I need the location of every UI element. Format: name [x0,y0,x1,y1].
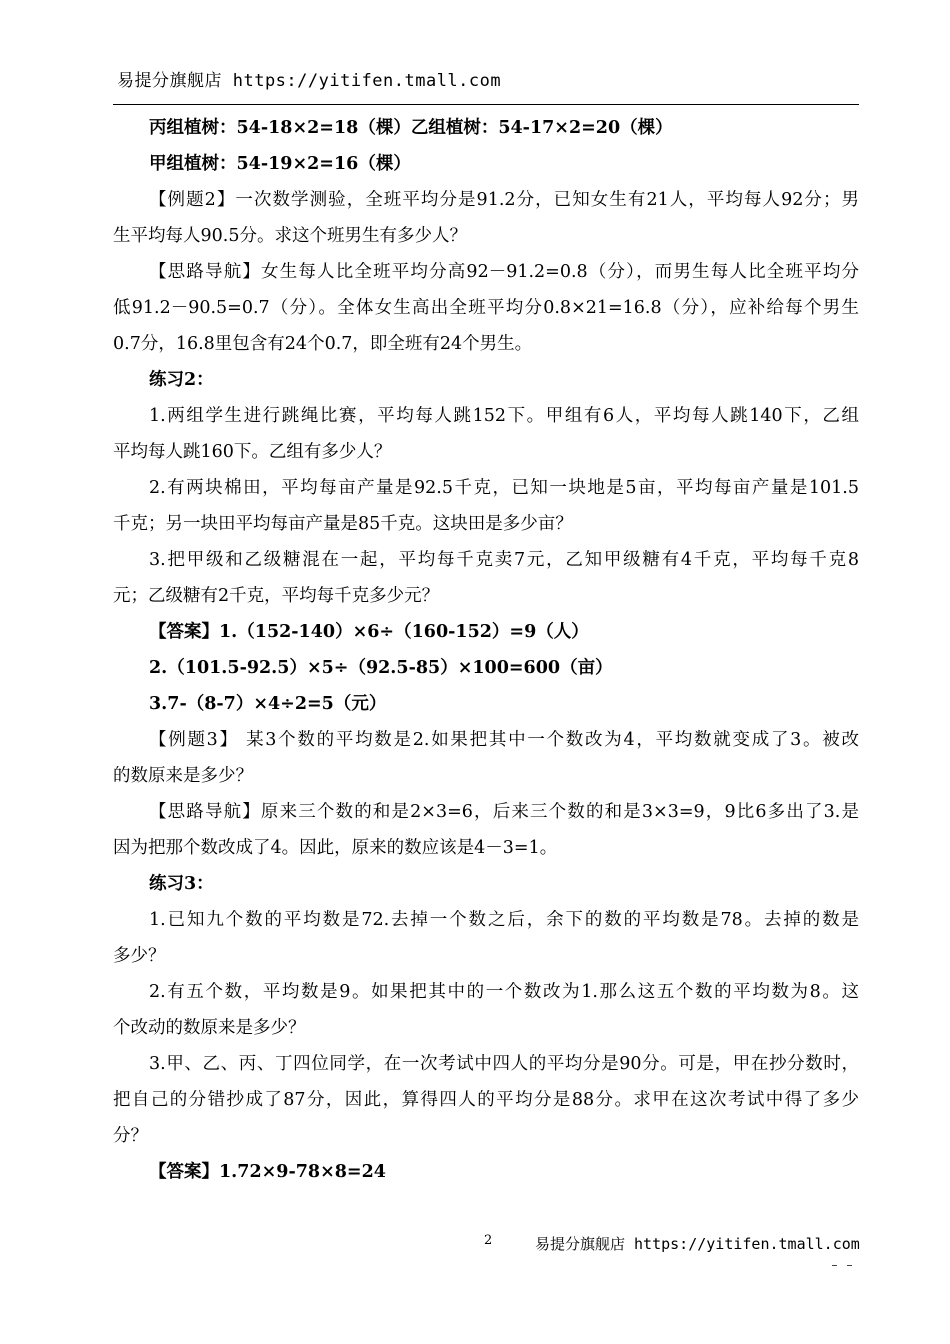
exercise-line: 2.有五个数，平均数是9。如果把其中的一个数改为1.那么这五个数的平均数为8。这 [149,982,859,1002]
exercise-line: 1.已知九个数的平均数是72.去掉一个数之后，余下的数的平均数是78。去掉的数是 [149,910,859,930]
exercise-line: 平均每人跳160下。乙组有多少人？ [113,442,392,462]
hint-3-line: 【思路导航】原来三个数的和是2×3=6，后来三个数的和是3×3=9，9比6多出了3.是 [149,802,859,822]
hint-2-line: 0.7分，16.8里包含有24个0.7，即全班有24个男生。 [113,334,533,354]
answer-line: 甲组植树：54-19×2=16（棵） [149,154,411,174]
exercise-line: 1.两组学生进行跳绳比赛，平均每人跳152下。甲组有6人，平均每人跳140下，乙组 [149,406,859,426]
exercise-line: 3.把甲级和乙级糖混在一起，平均每千克卖7元，乙知甲级糖有4千克，平均每千克8 [149,550,859,570]
exercise-line: 元；乙级糖有2千克，平均每千克多少元？ [113,586,440,606]
exercise-line: 个改动的数原来是多少？ [113,1018,306,1038]
hint-3-line: 因为把那个数改成了4。因此，原来的数应该是4－3=1。 [113,838,558,858]
example-3-line: 【例题3】 某3个数的平均数是2.如果把其中一个数改为4，平均数就变成了3。被改 [149,730,859,750]
page-header: 易提分旗舰店 https://yitifen.tmall.com [117,71,502,91]
exercise-line: 把自己的分错抄成了87分，因此，算得四人的平均分是88分。求甲在这次考试中得了多少 [113,1090,859,1110]
document-body [113,110,859,1190]
answer-line: 2.（101.5-92.5）×5÷（92.5-85）×100=600（亩） [149,658,613,678]
exercise-2-heading: 练习2： [149,370,214,390]
header-divider [113,104,859,105]
footer-dash [832,1265,837,1266]
example-2-line: 【例题2】一次数学测验，全班平均分是91.2分，已知女生有21人，平均每人92分；男 [149,190,859,210]
exercise-line: 多少？ [113,946,166,966]
answer-line: 【答案】1.（152-140）×6÷（160-152）=9（人） [149,622,589,642]
exercise-line: 2.有两块棉田，平均每亩产量是92.5千克，已知一块地是5亩，平均每亩产量是101.5 [149,478,859,498]
exercise-line: 分？ [113,1126,148,1146]
exercise-3-heading: 练习3： [149,874,214,894]
page-number: 2 [484,1233,493,1248]
footer-text: 易提分旗舰店 https://yitifen.tmall.com [535,1235,860,1253]
example-3-line: 的数原来是多少？ [113,766,253,786]
answer-line: 3.7-（8-7）×4÷2=5（元） [149,694,387,714]
example-2-line: 生平均每人90.5分。求这个班男生有多少人？ [113,226,467,246]
hint-2-line: 低91.2－90.5=0.7（分）。全体女生高出全班平均分0.8×21=16.8（分），应补给每个男生 [113,298,859,318]
answer-line: 丙组植树：54-18×2=18（棵）乙组植树：54-17×2=20（棵） [149,118,673,138]
exercise-line: 3.甲、乙、丙、丁四位同学，在一次考试中四人的平均分是90分。可是，甲在抄分数时， [149,1054,859,1074]
footer-dash-mark [832,1265,856,1269]
exercise-line: 千克；另一块田平均每亩产量是85千克。这块田是多少亩？ [113,514,573,534]
answer-line: 【答案】1.72×9-78×8=24 [149,1162,386,1182]
hint-2-line: 【思路导航】女生每人比全班平均分高92－91.2=0.8（分），而男生每人比全班平均分 [149,262,859,282]
page-footer [0,1233,950,1263]
footer-dash [847,1265,852,1266]
